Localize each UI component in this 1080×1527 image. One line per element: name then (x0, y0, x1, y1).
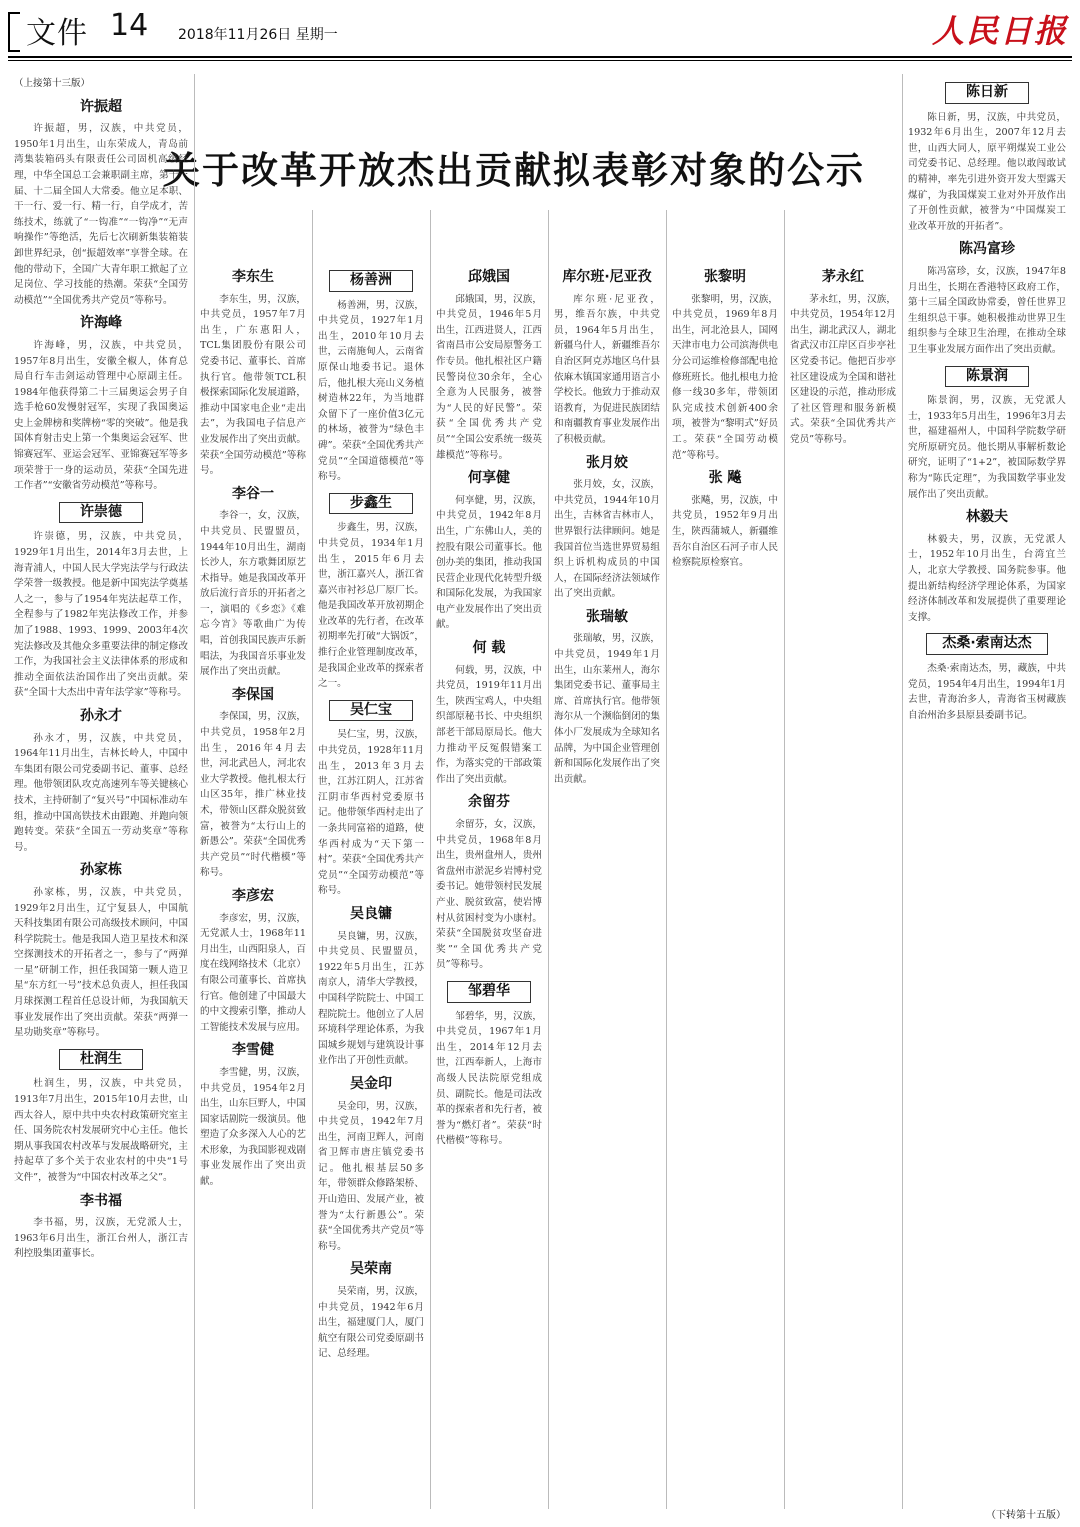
entry-text: 李谷一，女，汉族，中共党员、民盟盟员，1944年10月出生，湖南长沙人，东方歌舞团原艺术指导。她是我国改革开放后流行音乐的开拓者之一，演唱的《乡恋》《难忘今宵》等歌曲广为传唱，首创我国民族声乐新唱法，为我国音乐事业发展作出了突出贡献。 (200, 510, 306, 678)
entry-text: 李保国，男，汉族，中共党员，1958年2月出生，2016年4月去世，河北武邑人，河北农业大学教授。他扎根太行山区35年，推广林业技术，带领山区群众脱贫致富，被誉为“太行山上的新愚公”。荣获“全国优秀共产党员”“时代楷模”等称号。 (200, 711, 306, 879)
column-divider (666, 210, 667, 1509)
column-3 (318, 262, 424, 1512)
headline-box (150, 136, 878, 206)
entry-name: 许海峰 (80, 315, 122, 332)
entry-name: 张 飚 (708, 470, 742, 487)
issue-date: 2018年11月26日 星期一 (178, 27, 338, 43)
entry-name: 李书福 (80, 1192, 122, 1209)
entry-name: 许崇德 (59, 502, 143, 524)
entry-name: 库尔班·尼亚孜 (562, 269, 652, 285)
entry-text: 陈景润，男，汉族，无党派人士，1933年5月出生，1996年3月去世，福建福州人，中国科学院数学研究所原研究员。他长期从事解析数论研究，证明了“1+2”，被国际数学界称为“陈氏定理”，为我国数学事业发展作出了突出贡献。 (908, 395, 1066, 500)
entry-name: 邱娥国 (468, 269, 510, 285)
column-2 (200, 262, 306, 1512)
column-4 (436, 262, 542, 1512)
entry-name: 陈日新 (945, 82, 1029, 104)
entry-name: 张月姣 (586, 454, 628, 471)
entry-text: 陈冯富珍，女，汉族，1947年8月出生，长期在香港特区政府工作，第十三届全国政协常委，曾任世界卫生组织总干事。她积极推动世界卫生组织参与全球卫生治理，在推动全球卫生事业发展方面作出了突出贡献。 (908, 265, 1066, 355)
entry-name: 李保国 (232, 686, 274, 703)
entry-text: 许海峰，男，汉族，中共党员，1957年8月出生，安徽全椒人，体育总局自行车击剑运动管理中心原副主任。1984年他获得第二十三届奥运会男子自选手枪60发慢射冠军，实现了我国奥运史上金牌榜和奖牌榜“零的突破”。他是我国体育射击史上第一个集奥运会冠军、世锦赛冠军、亚运会冠军、亚锦赛冠军等多项荣誉于一身的运动员，荣获“全国先进工作者”“安徽省劳动模范”等称号。 (14, 339, 188, 492)
newspaper-logo: 人民日报 (931, 12, 1068, 50)
column-divider (902, 74, 903, 1509)
entry-text: 张月姣，女，汉族，中共党员，1944年10月出生，吉林省吉林市人，世界银行法律顾问。她是我国首位当选世界贸易组织上诉机构成员的中国人，在国际经济法领域作出了突出贡献。 (554, 479, 660, 600)
entry-text: 余留芬，女，汉族，中共党员，1968年8月出生，贵州盘州人，贵州省盘州市淤泥乡岩博村党委书记。她带领村民发展产业、脱贫致富，使岩博村从贫困村变为小康村。荣获“全国脱贫攻坚奋进奖”“全国优秀共产党员”等称号。 (436, 819, 542, 971)
entry-name: 张瑞敏 (586, 608, 628, 625)
entry-name: 孙家栋 (80, 862, 122, 879)
entry-text: 茅永红，男，汉族，中共党员，1954年12月出生，湖北武汉人，湖北省武汉市江岸区百步亭社区党委书记。他把百步亭社区建设成为全国和谐社区建设的示范，推动形成了社区管理和服务新模式。荣获“全国优秀共产党员”等称号。 (790, 293, 896, 445)
entry-name: 何 载 (472, 640, 506, 657)
entry-text: 杰桑·索南达杰，男，藏族，中共党员，1954年4月出生，1994年1月去世，青海治多人，青海省玉树藏族自治州治多县原县委副书记。 (908, 663, 1066, 721)
entry-name: 李东生 (232, 269, 274, 285)
entry-name: 孙永才 (80, 707, 122, 724)
entry-name: 吴金印 (350, 1075, 392, 1092)
entry-name: 许振超 (80, 98, 122, 115)
entry-text: 吴金印，男，汉族，中共党员，1942年7月出生，河南卫辉人，河南省卫辉市唐庄镇党委书记。他扎根基层50多年，带领群众修路架桥、开山造田、发展产业，被誉为“太行新愚公”。荣获“全国优秀共产党员”等称号。 (318, 1100, 424, 1252)
entry-name: 步鑫生 (329, 493, 413, 515)
entry-text: 吴荣南，男，汉族，中共党员，1942年6月出生，福建厦门人，厦门航空有限公司党委原副书记、总经理。 (318, 1286, 424, 1360)
entry-name: 茅永红 (822, 269, 864, 285)
column-5 (554, 262, 660, 1512)
masthead-rule-thin (8, 60, 1072, 61)
masthead (0, 0, 1080, 58)
entry-text: 吴仁宝，男，汉族，中共党员，1928年11月出生，2013年3月去世，江苏江阴人，江苏省江阴市华西村党委原书记。他带领华西村走出了一条共同富裕的道路，使华西村成为“天下第一村”。荣获“全国优秀共产党员”“全国劳动模范”等称号。 (318, 729, 424, 897)
entry-text: 张黎明，男，汉族，中共党员，1969年8月出生，河北沧县人，国网天津市电力公司滨海供电分公司运维检修部配电抢修班班长。他扎根电力抢修一线30多年，带领团队完成技术创新400余项，被誉为“黎明式”好员工。荣获“全国劳动模范”等称号。 (672, 293, 778, 461)
column-divider (784, 210, 785, 1509)
column-divider (430, 210, 431, 1509)
entry-text: 李雪健，男，汉族，中共党员，1954年2月出生，山东巨野人，中国国家话剧院一级演员。他塑造了众多深入人心的艺术形象，为我国影视戏剧事业发展作出了突出贡献。 (200, 1066, 306, 1188)
column-1 (14, 74, 188, 1514)
page-number: 14 (110, 8, 149, 43)
entry-text: 杨善洲，男，汉族，中共党员，1927年1月出生，2010年10月去世，云南施甸人，云南省原保山地委书记。退休后，他扎根大亮山义务植树造林22年，为当地群众留下了一座价值3亿元的林场，被誉为“绿色丰碑”。荣获“全国优秀共产党员”“全国道德模范”等称号。 (318, 299, 424, 483)
continued-from: （上接第十三版） (14, 78, 91, 89)
entry-name: 杜润生 (59, 1049, 143, 1071)
entry-name: 邹碧华 (447, 981, 531, 1003)
entry-text: 邹碧华，男，汉族，中共党员，1967年1月出生，2014年12月去世，江西奉新人，上海市高级人民法院原党组成员、副院长。他是司法改革的探索者和先行者，被誉为“燃灯者”。荣获“时代楷模”等称号。 (436, 1010, 542, 1147)
entry-text: 库尔班·尼亚孜，男，维吾尔族，中共党员，1964年5月出生，新疆乌什人，新疆维吾尔自治区阿克苏地区乌什县依麻木镇国家通用语言小学校长。他致力于推动双语教育，为促进民族团结和南疆教育事业发展作出了积极贡献。 (554, 293, 660, 445)
column-divider (548, 210, 549, 1509)
entry-name: 李彦宏 (232, 887, 274, 904)
section-name: 文件 (26, 16, 88, 51)
entry-text: 李彦宏，男，汉族，无党派人士，1968年11月出生，山西阳泉人，百度在线网络技术（北京）有限公司董事长、首席执行官。他创建了中国最大的中文搜索引擎，推动人工智能技术发展与应用。 (200, 912, 306, 1033)
entry-text: 孙家栋，男，汉族，中共党员，1929年2月出生，辽宁复县人，中国航天科技集团有限公司高级技术顾问，中国科学院院士。他是我国人造卫星技术和深空探测技术的开拓者之一，参与了“两弹一星”研制工作，担任我国第一颗人造卫星“东方红一号”技术总负责人，担任我国月球探测工程首任总设计师，为我国航天事业发展作出了突出贡献。荣获“两弹一星功勋奖章”等称号。 (14, 886, 188, 1039)
entry-name: 何享健 (468, 470, 510, 487)
entry-text: 孙永才，男，汉族，中共党员，1964年11月出生，吉林长岭人，中国中车集团有限公司党委副书记、董事、总经理。他带领团队攻克高速列车等关键核心技术，主持研制了“复兴号”中国标准动车组，推动中国高铁技术由跟跑、并跑向领跑转变。荣获“全国五一劳动奖章”等称号。 (14, 732, 188, 853)
entry-text: 吴良镛，男，汉族，中共党员、民盟盟员，1922年5月出生，江苏南京人，清华大学教授，中国科学院院士、中国工程院院士。他创立了人居环境科学理论体系，为我国城乡规划与建筑设计事业作出了开创性贡献。 (318, 930, 424, 1067)
entry-text: 李东生，男，汉族，中共党员，1957年7月出生，广东惠阳人，TCL集团股份有限公司党委书记、董事长、首席执行官。他带领TCL积极探索国际化发展道路，推动中国家电企业“走出去”，为我国电子信息产业发展作出了突出贡献。荣获“全国劳动模范”等称号。 (200, 293, 306, 477)
entry-text: 林毅夫，男，汉族，无党派人士，1952年10月出生，台湾宜兰人，北京大学教授、国务院参事。他提出新结构经济学理论体系，为国家经济体制改革和发展提供了重要理论支撑。 (908, 533, 1066, 623)
entry-text: 杜润生，男，汉族，中共党员，1913年7月出生，2015年10月去世，山西太谷人，原中共中央农村政策研究室主任、国务院农村发展研究中心主任。他长期从事我国农村改革与发展战略研究，主持起草了多个关于农业农村的中央“1号文件”，被誉为“中国农村改革之父”。 (14, 1078, 188, 1183)
column-6 (672, 262, 778, 1512)
entry-name: 张黎明 (704, 269, 746, 285)
column-divider (194, 74, 195, 1509)
entry-text: 何载，男，汉族，中共党员，1919年11月出生，陕西宝鸡人，中央组织部原秘书长、中央组织部老干部局原局长。他大力推动平反冤假错案工作，为落实党的干部政策作出了突出贡献。 (436, 664, 542, 785)
masthead-rule (8, 56, 1072, 58)
entry-name: 李雪健 (232, 1042, 274, 1059)
entry-text: 步鑫生，男，汉族，中共党员，1934年1月出生，2015年6月去世，浙江嘉兴人，浙江省嘉兴市衬衫总厂原厂长。他是我国改革开放初期企业改革的先行者，在改革初期率先打破“大锅饭”，推行企业管理制度改革，是我国企业改革的探索者之一。 (318, 522, 424, 690)
entry-name: 李谷一 (232, 485, 274, 502)
entry-name: 吴良镛 (350, 905, 392, 922)
entry-text: 许崇德，男，汉族，中共党员，1929年1月出生，2014年3月去世，上海青浦人，中国人民大学宪法学与行政法学荣誉一级教授。他是新中国宪法学奠基人之一，参与了1954年宪法起草工作，全程参与了1982年宪法修改工作，并参加了1988、1993、1999、2003年4次宪法修改及其他众多重要法律的制定修改工作，为我国社会主义法律体系的形成和推动全面依法治国作出了突出贡献。荣获“全国十大杰出中青年法学家”等称号。 (14, 531, 188, 699)
entry-name: 陈冯富珍 (959, 241, 1015, 258)
entry-text: 张瑞敏，男，汉族，中共党员，1949年1月出生，山东莱州人，海尔集团党委书记、董事局主席、首席执行官。他带领海尔从一个濒临倒闭的集体小厂发展成为全球知名品牌，为中国企业管理创新和国际化发展作出了突出贡献。 (554, 633, 660, 785)
column-7 (790, 262, 896, 1512)
entry-text: 陈日新，男，汉族，中共党员，1932年6月出生，2007年12月去世，山西大同人，原平朔煤炭工业公司党委书记、总经理。他以敢闯敢试的精神，率先引进外资开发大型露天煤矿，为我国煤炭工业对外开放作出了开创性贡献，被誉为“中国煤炭工业改革开放的开拓者”。 (908, 111, 1066, 232)
entry-name: 余留芬 (468, 794, 510, 811)
section-bracket (8, 12, 20, 52)
column-8 (908, 74, 1066, 1504)
continued-to: （下转第十五版） (986, 1510, 1066, 1521)
entry-text: 邱娥国，男，汉族，中共党员，1946年5月出生，江西进贤人，江西省南昌市公安局原警务工作专员。他扎根社区户籍民警岗位30余年，全心全意为人民服务，被誉为“人民的好民警”。荣获“全国优秀共产党员”“全国公安系统一级英雄模范”等称号。 (436, 293, 542, 461)
entry-name: 吴荣南 (350, 1261, 392, 1278)
entry-name: 杨善洲 (329, 270, 413, 292)
entry-text: 李书福，男，汉族，无党派人士，1963年6月出生，浙江台州人，浙江吉利控股集团董事长。 (14, 1217, 188, 1260)
entry-text: 许振超，男，汉族，中共党员，1950年1月出生，山东荣成人，青岛前湾集装箱码头有限责任公司固机高级经理，中华全国总工会兼职副主席，第十一届、十二届全国人大常委。他立足本职、干一行、爱一行、精一行，自学成才，苦练技术，练就了“一钩准”“一钩净”“无声响操作”等绝活，先后七次刷新集装箱装卸世界纪录，创“振超效率”享誉全球。在他的带动下，全国广大青年职工掀起了立足岗位、学习技能的热潮。荣获“全国劳动模范”“全国优秀共产党员”等称号。 (14, 123, 188, 306)
page-headline: 关于改革开放杰出贡献拟表彰对象的公示 (163, 149, 865, 192)
entry-name: 陈景润 (945, 366, 1029, 388)
entry-name: 吴仁宝 (329, 700, 413, 722)
column-divider (312, 210, 313, 1509)
entry-name: 杰桑·索南达杰 (926, 633, 1048, 655)
entry-text: 张飚，男，汉族，中共党员，1952年9月出生，陕西蒲城人，新疆维吾尔自治区石河子市人民检察院原检察官。 (672, 494, 778, 569)
entry-name: 林毅夫 (966, 509, 1008, 526)
entry-text: 何享健，男，汉族，中共党员，1942年8月出生，广东佛山人，美的控股有限公司董事长。他创办美的集团，推动我国民营企业现代化转型升级和国际化发展，为我国家电产业发展作出了突出贡献。 (436, 494, 542, 631)
